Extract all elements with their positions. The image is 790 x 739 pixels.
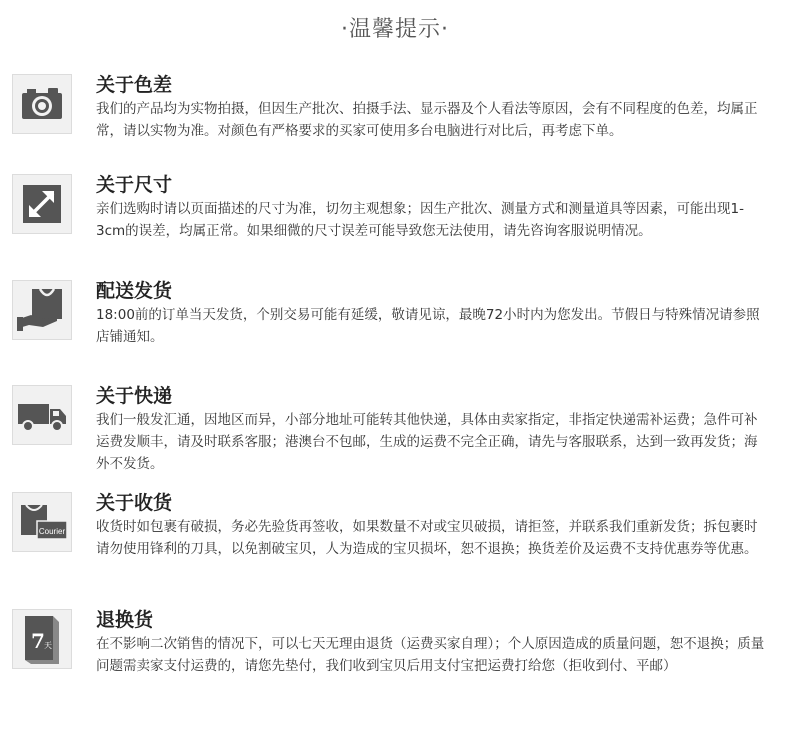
section-body: 我们的产品均为实物拍摄，但因生产批次、拍摄手法、显示器及个人看法等原因，会有不同程度的色差，均属正常，请以实物为准。对颜色有严格要求的买家可使用多台电脑进行对比后，再考虑下单。: [96, 101, 758, 139]
hand-package-icon: [12, 280, 72, 340]
section-title: 关于尺寸: [96, 174, 173, 196]
section-title: 关于快递: [96, 385, 173, 407]
section-title: 关于色差: [96, 74, 173, 96]
truck-icon: [12, 385, 72, 445]
page-title: ·温馨提示·: [341, 17, 449, 42]
section-title: 配送发货: [96, 280, 173, 302]
calendar-number: 7: [31, 629, 45, 653]
resize-arrow-icon: [12, 174, 72, 234]
section-body: 在不影响二次销售的情况下，可以七天无理由退货（运费买家自理）；个人原因造成的质量问题，恕不退换；质量问题需卖家支付运费的，请您先垫付，我们收到宝贝后用支付宝把运费打给您（拒收到付、平邮）: [96, 636, 765, 674]
section-body: 亲们选购时请以页面描述的尺寸为准，切勿主观想象；因生产批次、测量方式和测量道具等因素，可能出现1-3cm的误差，均属正常。如果细微的尺寸误差可能导致您无法使用，请先咨询客服说明情况。: [96, 201, 744, 239]
section-body: 我们一般发汇通，因地区而异，小部分地址可能转其他快递，具体由卖家指定，非指定快递需补运费；急件可补运费发顺丰，请及时联系客服；港澳台不包邮，生成的运费不完全正确，请先与客服联系，达到一致再发货；海外不发货。: [96, 412, 758, 472]
courier-bag-icon: [12, 492, 72, 552]
section-title: 关于收货: [96, 492, 173, 514]
section-title: 退换货: [96, 609, 154, 631]
seven-day-calendar-icon: [12, 609, 72, 669]
courier-label: Courier: [38, 527, 66, 536]
section-body: 18:00前的订单当天发货，个别交易可能有延缓，敬请见谅，最晚72小时内为您发出。节假日与特殊情况请参照店铺通知。: [96, 307, 760, 345]
camera-icon: [12, 74, 72, 134]
calendar-unit: 天: [44, 641, 52, 650]
section-body: 收货时如包裹有破损，务必先验货再签收，如果数量不对或宝贝破损，请拒签，并联系我们重新发货；拆包裹时请勿使用锋利的刀具，以免割破宝贝，人为造成的宝贝损坏，恕不退换；换货差价及运费不支持优惠券等优惠。: [96, 519, 758, 557]
